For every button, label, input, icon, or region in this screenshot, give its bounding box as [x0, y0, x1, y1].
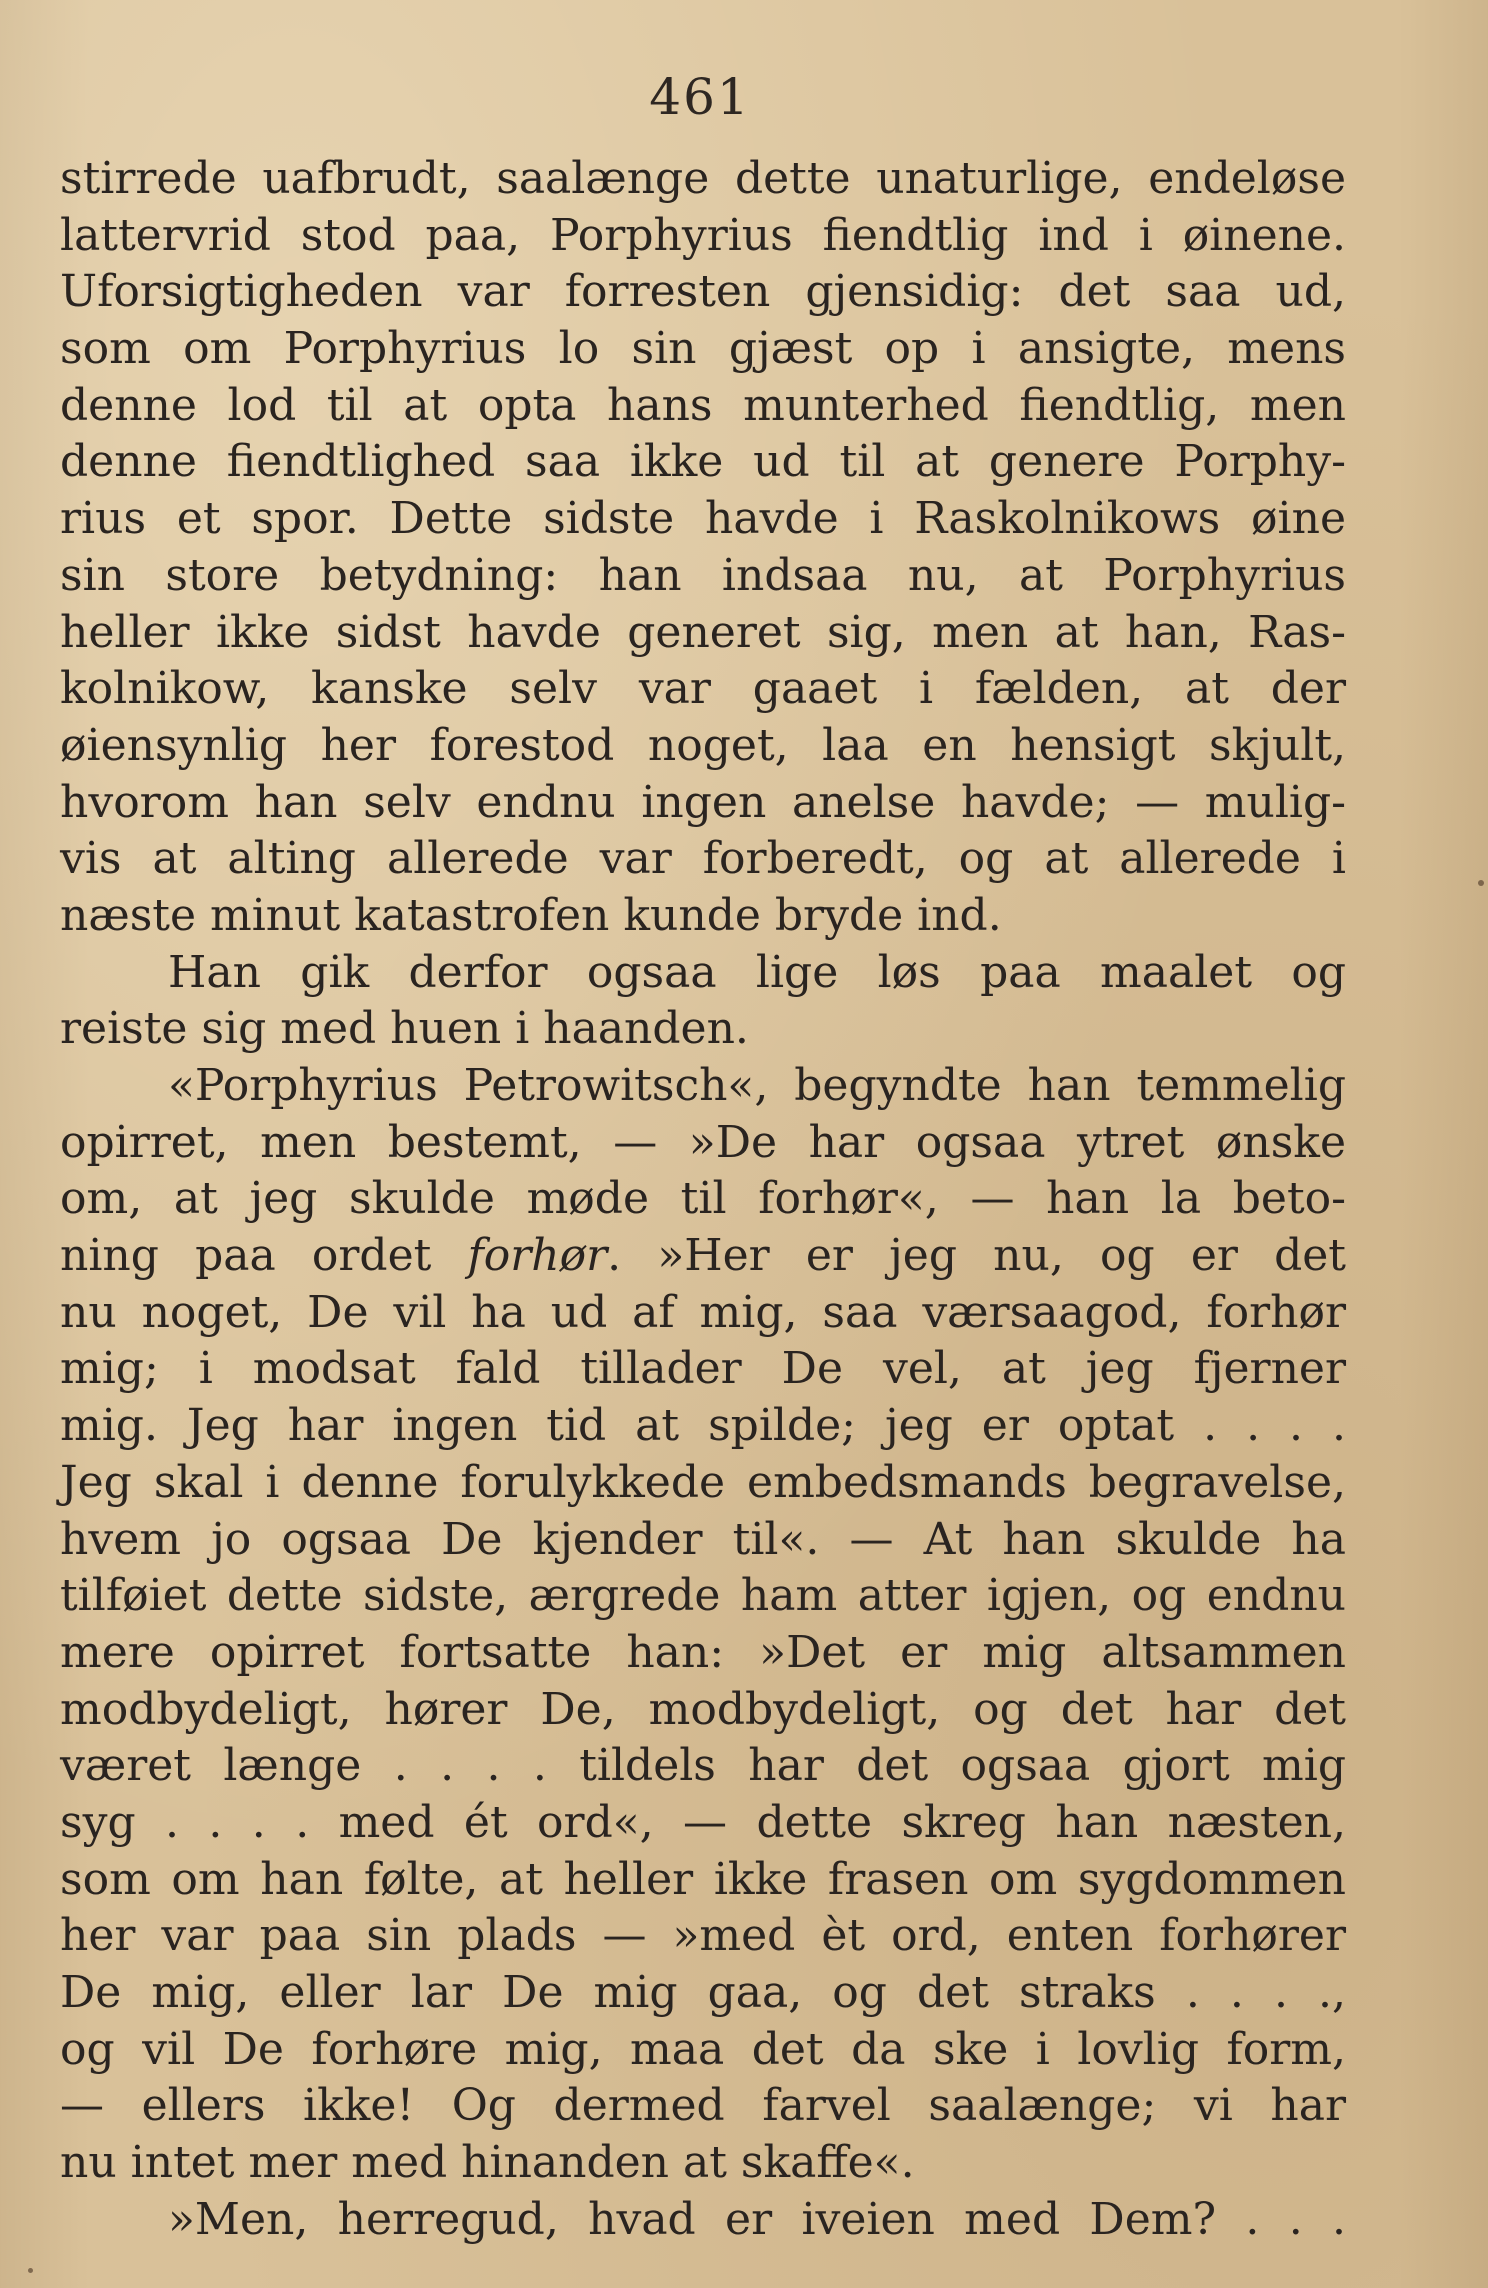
- text-line: — ellers ikke! Og dermed farvel saalænge; vi har: [60, 2080, 1346, 2132]
- text-line: denne fiendtlighed saa ikke ud til at genere Porphy-: [60, 436, 1346, 488]
- text-line: vis at alting allerede var forberedt, og at allerede i: [60, 833, 1346, 885]
- text-line: som om han følte, at heller ikke frasen om sygdommen: [60, 1853, 1346, 1905]
- text-line: om, at jeg skulde møde til forhør«, — han la beto-: [60, 1173, 1346, 1225]
- text-line: modbydeligt, hører De, modbydeligt, og det har det: [60, 1683, 1346, 1735]
- text-line: nu intet mer med hinanden at skaffe«.: [60, 2137, 915, 2189]
- text-line: [60, 1228, 1346, 1285]
- text-line: mig; i modsat fald tillader De vel, at jeg fjerner: [60, 1343, 1346, 1395]
- text-line: stirrede uafbrudt, saalænge dette unaturlige, endeløse: [60, 153, 1346, 204]
- body-text: [60, 151, 1346, 2248]
- text-line: heller ikke sidst havde generet sig, men at han, Ras-: [60, 606, 1346, 658]
- text-line: her var paa sin plads — »med èt ord, enten forhører: [60, 1910, 1346, 1962]
- text-line: Han gik derfor ogsaa lige løs paa maalet og: [168, 946, 1346, 998]
- text-line: mig. Jeg har ingen tid at spilde; jeg er optat . . . .: [60, 1400, 1346, 1452]
- text-line: sin store betydning: han indsaa nu, at Porphyrius: [60, 549, 1346, 601]
- text-line: »Men, herregud, hvad er iveien med Dem? . . .: [168, 2193, 1346, 2245]
- text-line: hvem jo ogsaa De kjender til«. — At han skulde ha: [60, 1513, 1346, 1565]
- text-line: rius et spor. Dette sidste havde i Raskolnikows øine: [60, 493, 1346, 545]
- text-line: denne lod til at opta hans munterhed fiendtlig, men: [60, 379, 1346, 431]
- text-line: De mig, eller lar De mig gaa, og det straks . . . .,: [60, 1967, 1346, 2018]
- paper-speck: [1478, 880, 1484, 886]
- text-line: tilføiet dette sidste, ærgrede ham atter igjen, og endnu: [60, 1570, 1346, 1622]
- text-segment: . »Her er jeg nu, og er det: [607, 1230, 1346, 1282]
- text-line: mere opirret fortsatte han: »Det er mig altsammen: [60, 1626, 1346, 1678]
- text-line: reiste sig med huen i haanden.: [60, 1003, 749, 1055]
- text-line: kolnikow, kanske selv var gaaet i fælden, at der: [60, 663, 1346, 715]
- text-line: øiensynlig her forestod noget, laa en hensigt skjult,: [60, 719, 1346, 771]
- text-line: Jeg skal i denne forulykkede embedsmands begravelse,: [60, 1456, 1346, 1508]
- page-number: 461: [649, 68, 751, 126]
- text-line: «Porphyrius Petrowitsch«, begyndte han temmelig: [168, 1060, 1346, 1111]
- emphasized-word: forhør: [467, 1230, 608, 1282]
- text-line: som om Porphyrius lo sin gjæst op i ansigte, mens: [60, 323, 1346, 375]
- text-line: opirret, men bestemt, — »De har ogsaa ytret ønske: [60, 1116, 1346, 1168]
- text-line: syg . . . . med ét ord«, — dette skreg han næsten,: [60, 1796, 1346, 1848]
- text-line: næste minut katastrofen kunde bryde ind.: [60, 889, 1002, 941]
- paper-speck: [28, 2268, 33, 2273]
- text-line: hvorom han selv endnu ingen anelse havde; — mulig-: [60, 776, 1346, 828]
- text-line: og vil De forhøre mig, maa det da ske i lovlig form,: [60, 2023, 1346, 2075]
- text-segment: ning paa ordet: [60, 1230, 468, 1282]
- text-line: lattervrid stod paa, Porphyrius fiendtlig ind i øinene.: [60, 209, 1346, 261]
- text-line: nu noget, De vil ha ud af mig, saa værsaagod, forhør: [60, 1286, 1346, 1338]
- text-line: Uforsigtigheden var forresten gjensidig: det saa ud,: [60, 266, 1346, 318]
- text-line: været længe . . . . tildels har det ogsaa gjort mig: [60, 1740, 1346, 1792]
